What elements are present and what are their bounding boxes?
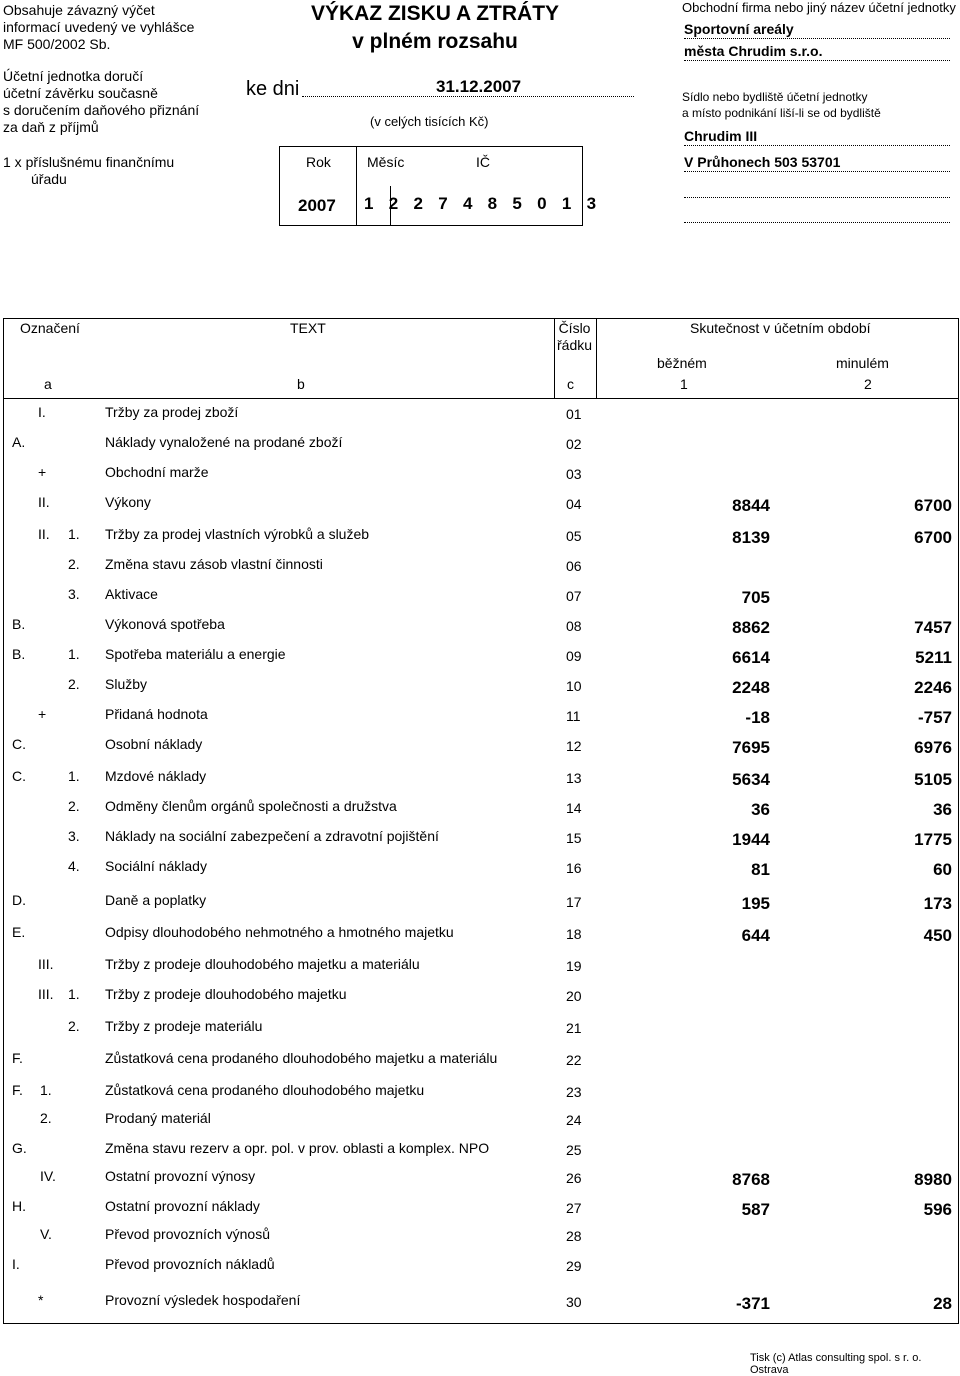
row-text: Náklady vynaložené na prodané zboží	[105, 434, 343, 450]
row-current-value: 8768	[732, 1170, 770, 1189]
row-number: 09	[566, 648, 582, 664]
row-marker: II.	[38, 494, 50, 510]
ico-digit: 5	[512, 194, 522, 213]
header-cislo-line: Číslo	[558, 320, 591, 336]
row-number: 21	[566, 1020, 582, 1036]
row-submarker: 2.	[68, 1018, 80, 1034]
seat-line-2: V Průhonech 503 53701	[684, 154, 950, 172]
copies-line: úřadu	[31, 171, 67, 187]
seat-label-1: Sídlo nebo bydliště účetní jednotky	[682, 90, 868, 104]
row-text: Ostatní provozní výnosy	[105, 1168, 256, 1184]
row-marker: H.	[12, 1198, 26, 1214]
row-text: Tržby z prodeje dlouhodobého majetku a materiálu	[105, 956, 420, 972]
row-text: Zůstatková cena prodaného dlouhodobého majetku	[105, 1082, 425, 1098]
row-marker: E.	[12, 924, 26, 940]
ico-digit: 7	[438, 194, 448, 213]
row-text: Spotřeba materiálu a energie	[105, 646, 286, 662]
row-previous-value: 2246	[914, 678, 952, 697]
row-marker: B.	[12, 646, 26, 662]
row-number: 28	[566, 1228, 582, 1244]
row-current-value: 587	[741, 1200, 770, 1219]
header-skutecnost: Skutečnost v účetním období	[690, 320, 871, 336]
row-previous-value: 36	[933, 800, 952, 819]
row-number: 04	[566, 496, 582, 512]
row-current-value: 7695	[732, 738, 770, 757]
row-current-value: 644	[741, 926, 770, 945]
row-previous-value: 6976	[914, 738, 952, 757]
label-month: Měsíc	[367, 154, 405, 170]
row-text: Výkony	[105, 494, 151, 510]
row-text: Náklady na sociální zabezpečení a zdravotní pojištění	[105, 828, 439, 844]
row-text: Ostatní provozní náklady	[105, 1198, 260, 1214]
row-previous-value: 173	[923, 894, 952, 913]
row-current-value: 8844	[732, 496, 770, 515]
row-text: Tržby z prodeje dlouhodobého majetku	[105, 986, 347, 1002]
row-number: 19	[566, 958, 582, 974]
row-submarker: 1.	[68, 986, 80, 1002]
row-number: 11	[566, 708, 581, 724]
row-submarker: 3.	[68, 828, 80, 844]
row-number: 14	[566, 800, 582, 816]
seat-line-empty	[684, 180, 950, 198]
row-text: Služby	[105, 676, 148, 692]
seat-line-1: Chrudim III	[684, 128, 950, 146]
report-title: VÝKAZ ZISKU A ZTRÁTY	[310, 2, 560, 25]
firm-line-1: Sportovní areály	[684, 21, 950, 39]
ico-digit: 0	[537, 194, 547, 213]
row-previous-value: 450	[923, 926, 952, 945]
row-number: 08	[566, 618, 582, 634]
row-number: 30	[566, 1294, 582, 1310]
header-text: TEXT	[290, 320, 326, 336]
row-number: 15	[566, 830, 582, 846]
row-text: Prodaný materiál	[105, 1110, 211, 1126]
copies-line: 1 x příslušnému finančnímu	[3, 154, 175, 170]
row-marker: C.	[12, 768, 26, 784]
row-current-value: 195	[741, 894, 770, 913]
row-marker: *	[38, 1292, 44, 1308]
notice-line: Obsahuje závazný výčet	[3, 2, 155, 18]
row-text: Obchodní marže	[105, 464, 209, 480]
row-marker: +	[38, 464, 47, 480]
row-text: Přidaná hodnota	[105, 706, 208, 722]
row-current-value: 36	[751, 800, 770, 819]
row-current-value: 1944	[732, 830, 770, 849]
notice-line: informací uvedený ve vyhlášce	[3, 19, 195, 35]
ico-digit: 2	[388, 194, 399, 213]
row-text: Odměny členům orgánů společnosti a družstva	[105, 798, 397, 814]
row-previous-value: 5105	[914, 770, 952, 789]
row-marker: III.	[38, 986, 54, 1002]
row-previous-value: 60	[933, 860, 952, 879]
delivery-line: za daň z příjmů	[3, 119, 99, 135]
row-text: Změna stavu rezerv a opr. pol. v prov. oblasti a komplex. NPO	[105, 1140, 490, 1156]
row-text: Aktivace	[105, 586, 158, 602]
row-submarker: 1.	[68, 768, 80, 784]
row-text: Mzdové náklady	[105, 768, 207, 784]
row-submarker: 1.	[40, 1082, 52, 1098]
row-number: 06	[566, 558, 582, 574]
delivery-line: účetní závěrku současně	[3, 85, 158, 101]
row-previous-value: 5211	[915, 648, 952, 667]
row-marker: G.	[12, 1140, 27, 1156]
row-number: 05	[566, 528, 582, 544]
row-marker: B.	[12, 616, 26, 632]
row-number: 29	[566, 1258, 582, 1274]
row-marker: F.	[12, 1050, 23, 1066]
label-ico: IČ	[476, 154, 490, 170]
row-current-value: 5634	[732, 770, 770, 789]
header-col-1: 1	[680, 376, 688, 392]
row-text: Tržby za prodej vlastních výrobků a služeb	[105, 526, 370, 542]
ico-digit: 3	[586, 194, 597, 213]
row-marker: V.	[40, 1226, 52, 1242]
row-text: Tržby z prodeje materiálu	[105, 1018, 263, 1034]
header-col-c: c	[567, 376, 574, 392]
seat-line-empty	[684, 205, 950, 223]
row-previous-value: 28	[933, 1294, 952, 1313]
row-marker: II.	[38, 526, 50, 542]
row-submarker: 4.	[68, 858, 80, 874]
row-text: Osobní náklady	[105, 736, 203, 752]
header-cislo-line: řádku	[557, 337, 593, 353]
notice-line: MF 500/2002 Sb.	[3, 36, 111, 52]
row-number: 03	[566, 466, 582, 482]
units-note: (v celých tisících Kč)	[370, 114, 489, 129]
seat-label-2: a místo podnikání liší-li se od bydliště	[682, 106, 881, 120]
row-number: 26	[566, 1170, 582, 1186]
header-minule: minulém	[836, 355, 889, 371]
row-number: 27	[566, 1200, 582, 1216]
row-current-value: 6614	[732, 648, 770, 667]
report-date: 31.12.2007	[436, 77, 522, 96]
row-marker: I.	[38, 404, 46, 420]
row-number: 01	[566, 406, 582, 422]
ico-digits	[364, 194, 607, 214]
row-current-value: 8862	[732, 618, 770, 637]
header-col-2: 2	[864, 376, 872, 392]
row-current-value: -371	[735, 1294, 770, 1313]
row-number: 07	[566, 588, 582, 604]
row-previous-value: 1775	[914, 830, 952, 849]
row-number: 17	[566, 894, 582, 910]
copies-text	[3, 154, 174, 188]
row-marker: F.	[12, 1082, 23, 1098]
row-current-value: -18	[745, 708, 770, 727]
ico-digit: 4	[462, 194, 473, 213]
date-prefix: ke dni	[246, 78, 300, 100]
row-number: 02	[566, 436, 582, 452]
firm-line-2: města Chrudim s.r.o.	[684, 43, 950, 61]
row-marker: A.	[12, 434, 26, 450]
row-current-value: 2248	[732, 678, 770, 697]
row-marker: C.	[12, 736, 26, 752]
row-number: 24	[566, 1112, 582, 1128]
row-marker: IV.	[40, 1168, 56, 1184]
row-submarker: 1.	[68, 526, 80, 542]
row-submarker: 1.	[68, 646, 80, 662]
header-oznaceni: Označení	[20, 320, 80, 336]
row-previous-value: -757	[917, 708, 952, 727]
row-text: Převod provozních nákladů	[105, 1256, 275, 1272]
row-submarker: 3.	[68, 586, 80, 602]
ico-digit: 1	[364, 194, 374, 213]
row-number: 23	[566, 1084, 582, 1100]
row-marker: III.	[38, 956, 54, 972]
row-number: 18	[566, 926, 582, 942]
year-value: 2007	[298, 196, 336, 215]
row-text: Změna stavu zásob vlastní činnosti	[105, 556, 323, 572]
header-cislo	[557, 320, 592, 354]
row-current-value: 81	[751, 860, 770, 879]
ico-digit: 8	[487, 194, 498, 213]
header-bezne: běžném	[657, 355, 707, 371]
row-marker: +	[38, 706, 47, 722]
row-text: Provozní výsledek hospodaření	[105, 1292, 301, 1308]
row-previous-value: 6700	[914, 496, 952, 515]
report-subtitle: v plném rozsahu	[352, 30, 518, 53]
row-previous-value: 596	[923, 1200, 952, 1219]
delivery-text	[3, 68, 199, 136]
row-submarker: 2.	[40, 1110, 52, 1126]
row-number: 10	[566, 678, 582, 694]
row-submarker: 2.	[68, 556, 80, 572]
delivery-line: Účetní jednotka doručí	[3, 68, 144, 84]
row-number: 12	[566, 738, 582, 754]
row-text: Převod provozních výnosů	[105, 1226, 270, 1242]
row-submarker: 2.	[68, 676, 80, 692]
row-current-value: 8139	[732, 528, 770, 547]
row-submarker: 2.	[68, 798, 80, 814]
delivery-line: s doručením daňového přiznání	[3, 102, 200, 118]
ico-digit: 1	[561, 194, 572, 213]
row-previous-value: 6700	[914, 528, 952, 547]
row-marker: D.	[12, 892, 26, 908]
header-col-b: b	[297, 376, 305, 392]
row-text: Sociální náklady	[105, 858, 207, 874]
row-number: 20	[566, 988, 582, 1004]
footer-credit: Tisk (c) Atlas consulting spol. s r. o. Ostrava	[750, 1352, 922, 1376]
row-text: Odpisy dlouhodobého nehmotného a hmotného majetku	[105, 924, 454, 940]
row-number: 13	[566, 770, 582, 786]
row-text: Daně a poplatky	[105, 892, 207, 908]
row-text: Zůstatková cena prodaného dlouhodobého majetku a materiálu	[105, 1050, 498, 1066]
row-number: 25	[566, 1142, 582, 1158]
ico-digit: 2	[413, 194, 423, 213]
row-number: 22	[566, 1052, 582, 1068]
row-text: Výkonová spotřeba	[105, 616, 225, 632]
row-current-value: 705	[741, 588, 770, 607]
row-number: 16	[566, 860, 582, 876]
notice-text	[3, 2, 194, 53]
row-marker: I.	[12, 1256, 20, 1272]
firm-label: Obchodní firma nebo jiný název účetní jednotky	[682, 0, 956, 15]
row-previous-value: 7457	[914, 618, 952, 637]
header-col-a: a	[44, 376, 52, 392]
row-text: Tržby za prodej zboží	[105, 404, 239, 420]
row-previous-value: 8980	[914, 1170, 952, 1189]
label-year: Rok	[306, 154, 331, 170]
